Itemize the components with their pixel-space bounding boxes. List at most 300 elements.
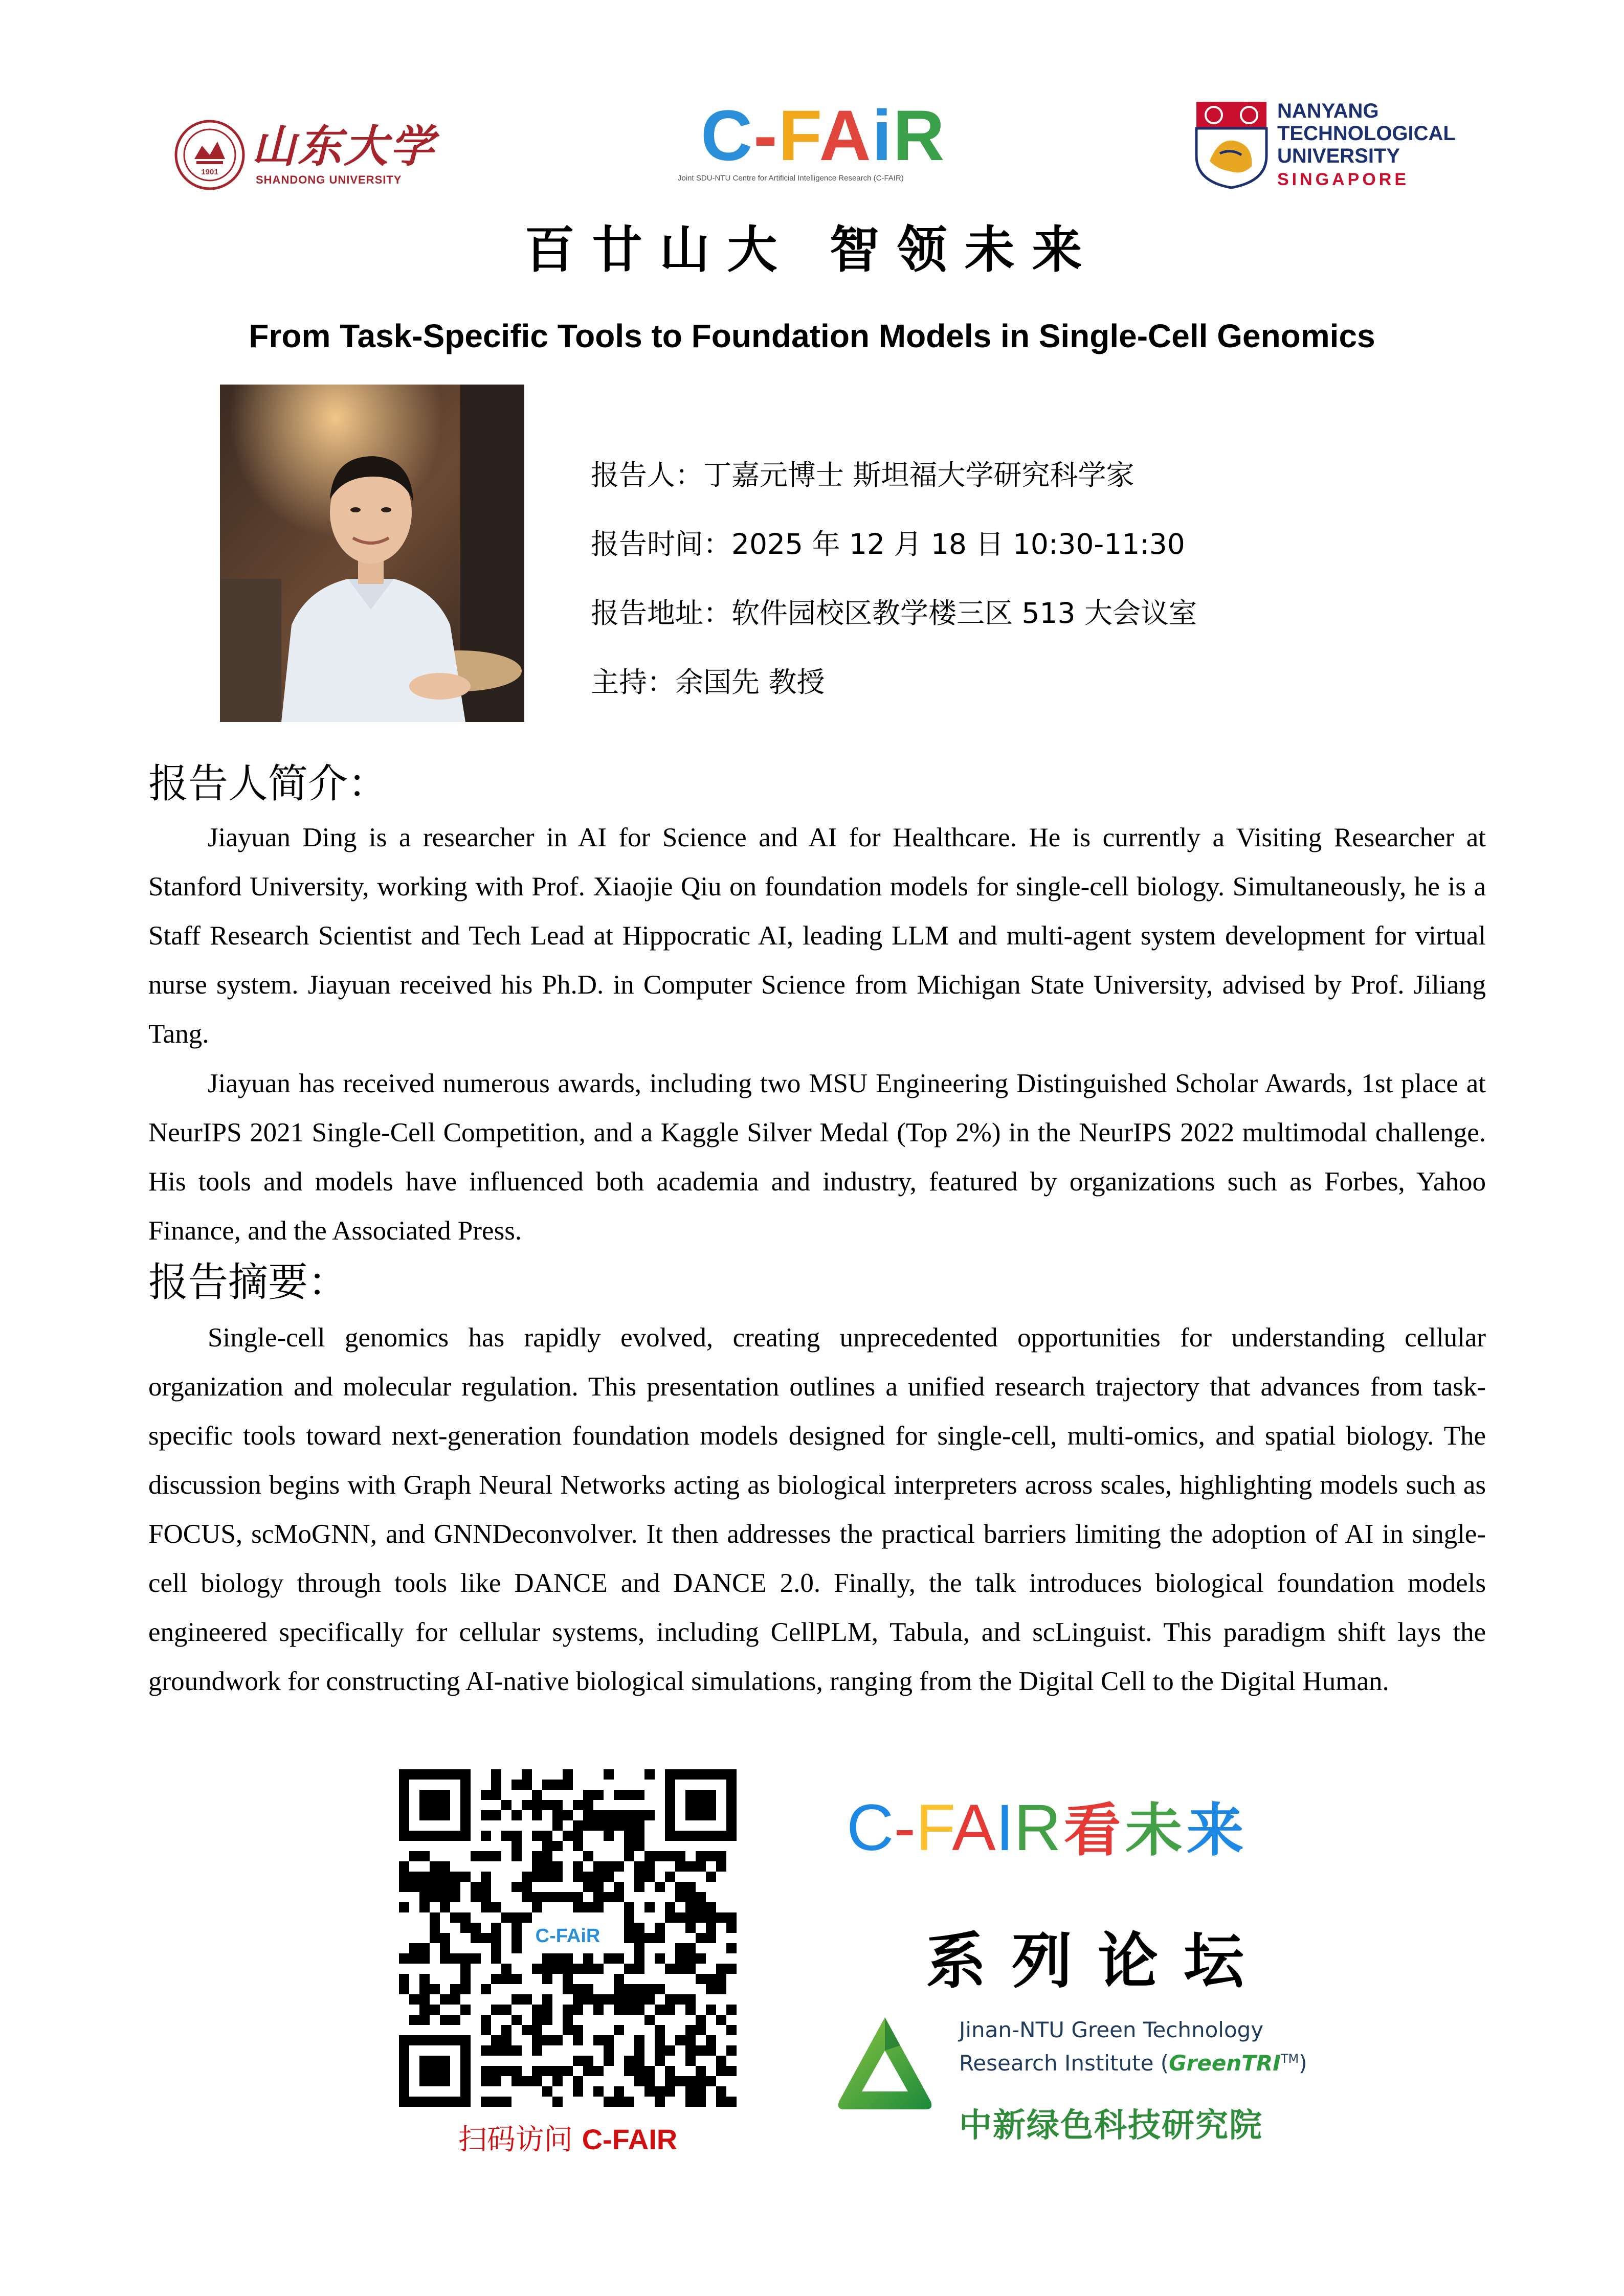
qr-module	[460, 2005, 471, 2015]
qr-module	[634, 1943, 644, 1953]
qr-module	[696, 1861, 706, 1872]
qr-module	[460, 1912, 471, 1923]
qr-module	[491, 1902, 501, 1912]
qr-module	[542, 1892, 552, 1902]
qr-module	[430, 1861, 440, 1872]
qr-module	[604, 1810, 614, 1820]
qr-module	[634, 1872, 644, 1882]
qr-module	[532, 1902, 542, 1912]
qr-module	[644, 2076, 655, 2086]
qr-module	[604, 2035, 614, 2045]
qr-module	[522, 1780, 532, 1790]
qr-module	[634, 2066, 644, 2076]
ntu-name-line1: NANYANG	[1277, 100, 1379, 122]
qr-module	[460, 1974, 471, 1984]
qr-module	[532, 2025, 542, 2035]
qr-module	[634, 2045, 644, 2056]
qr-module	[685, 1994, 696, 2005]
qr-module	[501, 1800, 511, 1810]
qr-module	[450, 1882, 460, 1892]
qr-module	[501, 1831, 511, 1841]
cfair-subtitle: Joint SDU-NTU Centre for Artificial Intelligence Research (C-FAIR)	[678, 174, 904, 183]
qr-module	[563, 1984, 573, 1994]
qr-module	[440, 1994, 450, 2005]
qr-module	[614, 1984, 624, 1994]
forum-brand-letter-3: A	[952, 1791, 996, 1864]
qr-module	[644, 1769, 655, 1780]
qr-module	[706, 1984, 716, 1994]
qr-center-label: C-FAiR	[535, 1925, 600, 1947]
qr-module	[696, 2076, 706, 2086]
qr-module	[614, 2097, 624, 2107]
qr-module	[501, 2066, 511, 2076]
location-value: 软件园校区教学楼三区 513 大会议室	[731, 597, 1197, 629]
qr-module	[716, 2086, 726, 2097]
qr-module	[542, 1872, 552, 1882]
qr-module	[440, 1861, 450, 1872]
forum-brand-letter-5: R	[1014, 1791, 1061, 1864]
qr-module	[552, 2076, 563, 2086]
greentri-triangle-icon	[834, 2012, 936, 2114]
qr-module	[511, 2066, 522, 2076]
qr-module	[430, 1912, 440, 1923]
qr-module	[532, 2045, 542, 2056]
qr-module	[409, 1994, 419, 2005]
qr-module	[604, 1994, 614, 2005]
qr-module	[471, 1953, 481, 1964]
qr-module	[634, 1953, 644, 1964]
qr-module	[419, 1974, 430, 1984]
qr-module	[481, 1933, 491, 1943]
qr-module	[481, 2066, 491, 2076]
qr-module	[583, 1872, 593, 1882]
forum-brand-letter-0: C	[847, 1791, 894, 1864]
sdu-seal-year: 1901	[201, 168, 218, 176]
qr-module	[655, 1933, 665, 1943]
qr-code[interactable]	[399, 1769, 737, 2107]
qr-module	[491, 1810, 501, 1820]
qr-module	[726, 2025, 737, 2035]
qr-module	[471, 1882, 481, 1892]
qr-module	[542, 1964, 552, 1974]
qr-module	[481, 1810, 491, 1820]
info-location	[591, 591, 1197, 631]
greentri-name-cn: 中新绿色科技研究院	[959, 2106, 1263, 2145]
greentri-tm: TM	[1280, 2052, 1299, 2066]
qr-module	[430, 1984, 440, 1994]
qr-module	[604, 1831, 614, 1841]
qr-module	[491, 1933, 501, 1943]
qr-module	[726, 1923, 737, 1933]
qr-module	[563, 2025, 573, 2035]
qr-module	[491, 1851, 501, 1861]
forum-brand-cn	[1064, 1797, 1248, 1864]
qr-module	[614, 2005, 624, 2015]
qr-module	[450, 1984, 460, 1994]
qr-module	[409, 1851, 419, 1861]
qr-module	[644, 1851, 655, 1861]
qr-module	[655, 2025, 665, 2035]
qr-module	[491, 2005, 501, 2015]
qr-module	[634, 1841, 644, 1851]
qr-module	[573, 1902, 583, 1912]
qr-module	[542, 1780, 552, 1790]
qr-caption-cn: 扫码访问	[458, 2123, 573, 2156]
forum-brand-latin	[847, 1791, 1061, 1864]
qr-module	[726, 2005, 737, 2015]
qr-module	[583, 2066, 593, 2076]
qr-module	[706, 1933, 716, 1943]
qr-module	[532, 1872, 542, 1882]
speaker-value: 丁嘉元博士 斯坦福大学研究科学家	[703, 459, 1134, 491]
qr-module	[583, 1790, 593, 1800]
qr-module	[419, 2015, 430, 2025]
qr-module	[399, 1953, 409, 1964]
qr-module	[634, 1994, 644, 2005]
qr-module	[685, 2025, 696, 2035]
qr-module	[675, 1994, 685, 2005]
qr-module	[716, 1912, 726, 1923]
qr-module	[624, 1841, 634, 1851]
qr-module	[624, 1902, 634, 1912]
info-host	[591, 660, 825, 700]
host-label: 主持：	[591, 666, 676, 699]
qr-module	[614, 1820, 624, 1831]
qr-module	[655, 1923, 665, 1933]
forum-brand-cn-char-1: 未	[1125, 1797, 1187, 1864]
qr-module	[430, 1923, 440, 1933]
qr-module	[624, 1851, 634, 1861]
qr-module	[511, 1933, 522, 1943]
qr-module	[634, 1790, 644, 1800]
qr-module	[675, 2076, 685, 2086]
qr-module	[593, 1790, 604, 1800]
abstract-paragraph: Single-cell genomics has rapidly evolved, creating unprecedented opportunities for understanding cellular organization and molecular regulation. This presentation outlines a unified research trajectory that advances from task-specific tools toward next-generation foundation models designed for single-cell, multi-omics, and spatial biology. The discussion begins with Graph Neural Networks acting as biological interpreters across scales, highlighting models such as FOCUS, scMoGNN, and GNNDeconvolver. It then addresses the practical barriers limiting the adoption of AI in single-cell biology through tools like DANCE and DANCE 2.0. Finally, the talk introduces biological foundation models engineered specifically for cellular systems, including CellPLM, Tabula, and scLinguist. This paradigm shift lays the groundwork for constructing AI-native biological simulations, ranging from the Digital Cell to the Digital Human.	[148, 1323, 1486, 1696]
cfair-logo-letter-0: C	[701, 95, 754, 175]
qr-module	[644, 2015, 655, 2025]
greentri-line2-prefix: Research Institute (	[959, 2051, 1169, 2076]
qr-module	[430, 1872, 440, 1882]
qr-module	[481, 2076, 491, 2086]
qr-module	[685, 1882, 696, 1892]
qr-caption	[389, 2117, 747, 2158]
qr-module	[501, 2045, 511, 2056]
qr-module	[563, 1831, 573, 1841]
qr-module	[583, 1964, 593, 1974]
info-speaker	[591, 453, 1134, 493]
qr-module	[665, 2045, 675, 2056]
qr-module	[563, 1769, 573, 1780]
qr-module	[685, 1861, 696, 1872]
qr-module	[542, 2005, 552, 2015]
qr-module	[593, 2086, 604, 2097]
shandong-university-logo	[174, 115, 436, 197]
qr-module	[706, 2076, 716, 2086]
qr-module	[532, 1810, 542, 1820]
qr-module	[522, 1994, 532, 2005]
qr-module	[716, 2097, 726, 2107]
qr-module	[542, 2015, 552, 2025]
qr-module	[440, 1933, 450, 1943]
qr-module	[573, 1872, 583, 1882]
qr-module	[624, 1923, 634, 1933]
qr-module	[573, 1984, 583, 1994]
qr-module	[655, 1851, 665, 1861]
cfair-logo-letter-2: F	[778, 95, 819, 175]
qr-module	[604, 1769, 614, 1780]
qr-module	[532, 1851, 542, 1861]
qr-module	[491, 2035, 501, 2045]
qr-module	[542, 1800, 552, 1810]
qr-module	[583, 1800, 593, 1810]
sdu-seal-icon	[174, 119, 246, 191]
qr-module	[726, 1964, 737, 1974]
qr-module	[542, 2066, 552, 2076]
qr-module	[593, 1902, 604, 1912]
qr-module	[675, 1851, 685, 1861]
qr-module	[481, 2045, 491, 2056]
qr-module	[450, 1953, 460, 1964]
qr-module	[696, 1902, 706, 1912]
qr-module	[409, 1953, 419, 1964]
qr-module	[685, 2086, 696, 2097]
qr-module	[511, 1831, 522, 1841]
host-value: 余国先 教授	[675, 666, 825, 699]
qr-module	[614, 1892, 624, 1902]
qr-module	[685, 1923, 696, 1933]
qr-module	[563, 2066, 573, 2076]
qr-module	[593, 1882, 604, 1892]
qr-module	[440, 1943, 450, 1953]
qr-module	[481, 1851, 491, 1861]
qr-module	[532, 1892, 542, 1902]
qr-module	[634, 2035, 644, 2045]
qr-module	[542, 1831, 552, 1841]
cfair-logo-letter-1: -	[753, 95, 778, 175]
qr-module	[419, 1994, 430, 2005]
qr-module	[685, 1953, 696, 1964]
qr-module	[624, 1964, 634, 1974]
qr-module	[563, 1810, 573, 1820]
qr-module	[522, 1769, 532, 1780]
qr-module	[583, 1810, 593, 1820]
qr-module	[573, 1831, 583, 1841]
qr-module	[573, 1994, 583, 2005]
qr-module	[419, 1851, 430, 1861]
qr-module	[665, 2066, 675, 2076]
qr-module	[634, 1933, 644, 1943]
qr-module	[634, 1964, 644, 1974]
qr-module	[726, 1912, 737, 1923]
qr-module	[522, 1882, 532, 1892]
qr-module	[501, 2035, 511, 2045]
qr-module	[481, 2097, 491, 2107]
qr-module	[573, 1964, 583, 1974]
qr-module	[685, 1912, 696, 1923]
cfair-logo-letter-3: A	[819, 95, 872, 175]
qr-module	[634, 1984, 644, 1994]
greentri-line2-suffix: )	[1299, 2051, 1307, 2076]
qr-module	[644, 2066, 655, 2076]
qr-module	[481, 1790, 491, 1800]
qr-module	[430, 1892, 440, 1902]
qr-module	[624, 1912, 634, 1923]
qr-module	[501, 1974, 511, 1984]
cfair-logo-letter-5: R	[893, 95, 946, 175]
qr-module	[624, 1994, 634, 2005]
qr-module	[624, 1933, 634, 1943]
qr-module	[675, 1943, 685, 1953]
qr-module	[675, 1882, 685, 1892]
qr-module	[644, 1994, 655, 2005]
qr-module	[706, 1902, 716, 1912]
forum-brand-cn-char-2: 来	[1186, 1797, 1248, 1864]
qr-module	[481, 1872, 491, 1882]
qr-module	[685, 2035, 696, 2045]
qr-module	[593, 1861, 604, 1872]
qr-module	[644, 1933, 655, 1943]
qr-module	[716, 2066, 726, 2076]
qr-module	[481, 1892, 491, 1902]
qr-module	[624, 1831, 634, 1841]
qr-module	[563, 2005, 573, 2015]
qr-module	[685, 1892, 696, 1902]
cfair-logo-letter-4: i	[872, 95, 893, 175]
qr-module	[399, 1861, 409, 1872]
qr-module	[665, 1912, 675, 1923]
qr-module	[409, 1943, 419, 1953]
motto: 百廿山大 智领未来	[524, 220, 1100, 279]
qr-module	[685, 1964, 696, 1974]
qr-module	[419, 1953, 430, 1964]
qr-module	[665, 1964, 675, 1974]
greentri-line2	[959, 2051, 1307, 2076]
qr-module	[491, 1943, 501, 1953]
qr-module	[471, 1933, 481, 1943]
qr-module	[430, 1882, 440, 1892]
qr-module	[604, 1820, 614, 1831]
qr-module	[511, 1882, 522, 1892]
forum-brand-letter-4: I	[995, 1791, 1014, 1864]
qr-module	[655, 2086, 665, 2097]
qr-module	[726, 1943, 737, 1953]
qr-module	[696, 2025, 706, 2035]
qr-module	[552, 2097, 563, 2107]
qr-module	[624, 1810, 634, 1820]
qr-module	[593, 2066, 604, 2076]
qr-module	[634, 1831, 644, 1841]
qr-module	[604, 2056, 614, 2066]
qr-module	[460, 1964, 471, 1974]
bio-heading: 报告人简介：	[148, 761, 388, 807]
qr-module	[542, 1974, 552, 1984]
qr-module	[614, 1810, 624, 1820]
qr-module	[706, 1851, 716, 1861]
qr-module	[552, 1953, 563, 1964]
qr-module	[460, 1923, 471, 1933]
qr-module	[532, 2005, 542, 2015]
forum-brand-letter-2: F	[916, 1791, 952, 1864]
qr-module	[634, 1882, 644, 1892]
qr-module	[624, 1790, 634, 1800]
ntu-name-line3: UNIVERSITY	[1277, 145, 1400, 167]
qr-module	[655, 2056, 665, 2066]
qr-module	[604, 1861, 614, 1872]
ntu-name-line4: SINGAPORE	[1277, 170, 1410, 189]
qr-module	[665, 1872, 675, 1882]
qr-module	[399, 1984, 409, 1994]
qr-module	[511, 1923, 522, 1933]
qr-module	[706, 1912, 716, 1923]
greentri-brand: GreenTRI	[1169, 2051, 1281, 2076]
qr-module	[419, 2005, 430, 2015]
qr-module	[552, 1872, 563, 1882]
qr-module	[511, 1841, 522, 1851]
qr-module	[716, 2015, 726, 2025]
qr-module	[552, 1892, 563, 1902]
qr-module	[573, 2005, 583, 2015]
ntu-name-line2: TECHNOLOGICAL	[1277, 122, 1456, 145]
qr-module	[440, 1892, 450, 1902]
qr-module	[491, 1769, 501, 1780]
qr-module	[522, 1892, 532, 1902]
qr-module	[706, 2035, 716, 2045]
qr-module	[696, 2045, 706, 2056]
qr-module	[552, 1861, 563, 1872]
qr-module	[419, 1943, 430, 1953]
qr-module	[696, 1892, 706, 1902]
bio-paragraph-1: Jiayuan Ding is a researcher in AI for Science and AI for Healthcare. He is currently a Visiting Researcher at Stanford University, working with Prof. Xiaojie Qiu on foundation models for single-cell biology. Simultaneously, he is a Staff Research Scientist and Tech Lead at Hippocratic AI, leading LLM and multi-agent system development for virtual nurse system. Jiayuan received his Ph.D. in Computer Science from Michigan State University, advised by Prof. Jiliang Tang.	[148, 823, 1486, 1049]
qr-module	[573, 1820, 583, 1831]
qr-module	[542, 1851, 552, 1861]
qr-module	[573, 2025, 583, 2035]
qr-module	[511, 1994, 522, 2005]
qr-module	[481, 1984, 491, 1994]
qr-module	[419, 1882, 430, 1892]
qr-module	[604, 2097, 614, 2107]
qr-module	[573, 1841, 583, 1851]
qr-module	[573, 2086, 583, 2097]
qr-module	[491, 1780, 501, 1790]
qr-module	[511, 1912, 522, 1923]
qr-module	[655, 1953, 665, 1964]
qr-module	[563, 1953, 573, 1964]
qr-module	[440, 2015, 450, 2025]
qr-module	[706, 2005, 716, 2015]
qr-module	[665, 2005, 675, 2015]
qr-module	[522, 2025, 532, 2035]
qr-module	[450, 1994, 460, 2005]
qr-module	[696, 2015, 706, 2025]
qr-module	[696, 1933, 706, 1943]
qr-module	[583, 1902, 593, 1912]
qr-module	[573, 2056, 583, 2066]
qr-module	[644, 1984, 655, 1994]
qr-module	[511, 2076, 522, 2086]
qr-module	[419, 1892, 430, 1902]
qr-module	[409, 1882, 419, 1892]
qr-module	[726, 2066, 737, 2076]
qr-module	[624, 2005, 634, 2015]
qr-module	[634, 2076, 644, 2086]
qr-module	[460, 1953, 471, 1964]
qr-module	[726, 2097, 737, 2107]
qr-module	[593, 2005, 604, 2015]
qr-module	[511, 2045, 522, 2056]
qr-module	[440, 1882, 450, 1892]
qr-module	[685, 2056, 696, 2066]
qr-module	[573, 2035, 583, 2045]
